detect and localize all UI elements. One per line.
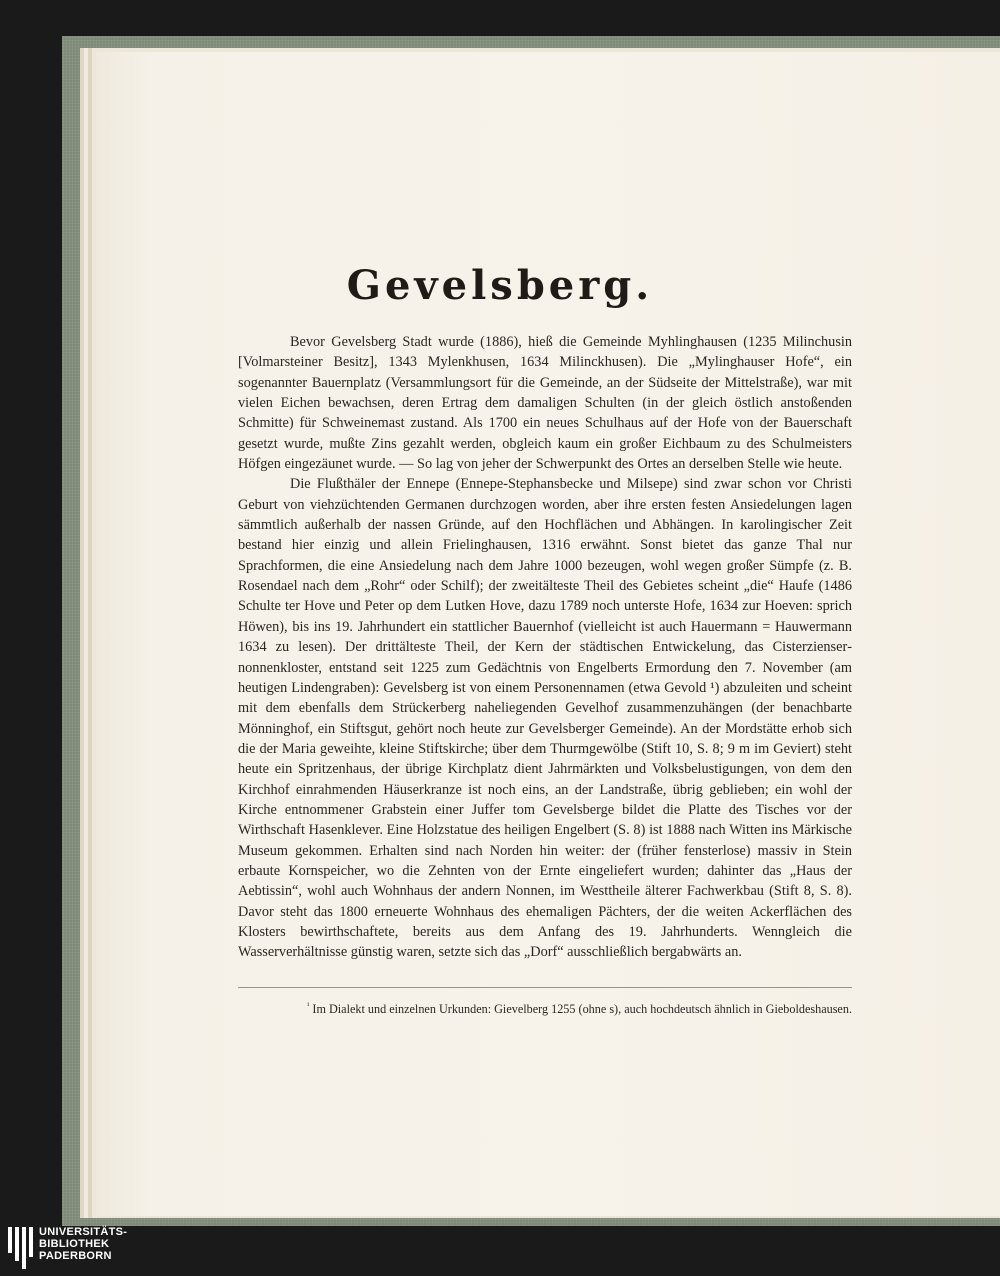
- paragraph-2: Die Flußthäler der Ennepe (Ennepe-Stephansbecke und Milsepe) sind zwar schon vor Christi Geburt von viehzüchtenden Germanen durchzogen worden, aber ihre ersten festen Ansiedelungen lagen sämmtlich außerhalb der nassen Gründe, auf den Hochflächen und Abhängen. In karolingischer Zeit bestand hier einzig und allein Frielinghausen, 1316 erwähnt. Sonst bietet das ganze Thal nur Sprachformen, die eine Ansiedelung nach dem Jahre 1000 bezeugen, wohl wegen großer Sümpfe (z. B. Rosendael nach dem „Rohr“ oder Schilf); der zweitälteste Theil des Gebietes scheint „die“ Haufe (1486 Schulte ter Hove und Peter op dem Lutken Hove, dazu 1789 noch unterste Hofe, 1634 zur Hoeven: sprich Höwen), bis ins 19. Jahrhundert ein stattlicher Bauernhof (vielleicht ist auch Hauermann = Hauwermann 1634 zu lesen). Der drittälteste Theil, der Kern der städtischen Entwickelung, das Cisterziensernonnenkloster, entstand seit 1225 zum Gedächtnis von Engelberts Ermordung den 7. November (am heutigen Lindengraben): Gevelsberg ist von einem Personennamen (etwa Gevold ¹) abzuleiten und scheint mit dem ebenfalls dem Strückerberg naheliegenden Gevelhof zusammenzuhängen (der benachbarte Mönninghof, ein Stiftsgut, gehört noch heute zur Gevelsberger Gemeinde). An der Mordstätte erhob sich die der Maria geweihte, kleine Stiftskirche; über dem Thurmgewölbe (Stift 10, S. 8; 9 m im Geviert) steht heute ein Spritzenhaus, der übrige Kirchplatz dient Jahrmärkten und Volksbelustigungen, von dem den Kirchhof einrahmenden Häuserkranze ist noch eins, an der Landstraße, übrig geblieben; ein wohl der Kirche entnommener Grabstein einer Juffer tom Gevelsberge bildet die Platte des Tisches vor der Wirthschaft Hasenklever. Eine Holzstatue des heiligen Engelbert (S. 8) ist 1888 nach Witten ins Märkische Museum gekommen. Erhalten sind nach Norden hin weiter: der (früher fensterlose) massiv in Stein erbaute Kornspeicher, wo die Zehnten von der Ernte eingeliefert wurden; dahinter das „Haus der Aebtissin“, wohl auch Wohnhaus der andern Nonnen, im Westtheile älterer Fachwerkbau (Stift 8, S. 8). Davor steht das 1800 erneuerte Wohnhaus des ehemaligen Pächters, der die weiten Ackerflächen des Klosters bewirthschaftete, bereits aus dem Anfang des 19. Jahrhunderts. Wenngleich die Wasserverhältnisse günstig waren, setzte sich das „Dorf“ ausschließlich bergabwärts an.: [238, 476, 852, 961]
- logo-line: BIBLIOTHEK: [39, 1238, 110, 1250]
- page-title: Gevelsberg.: [346, 262, 654, 309]
- paragraph-1: Bevor Gevelsberg Stadt wurde (1886), hieß die Gemeinde Myhlinghausen (1235 Milinchusin [Volmarsteiner Besitz], 1343 Mylenkhusen, 1634 Milinckhusen). Die „Mylinghauser Hofe“, ein sogenannter Bauernplatz (Versammlungsort für die Gemeinde, an der Südseite der Mittelstraße), war mit vielen Eichen bewachsen, deren Ertrag dem damaligen Schulten (in der gleich östlich anstoßenden Schmitte) für Schweinemast zustand. Als 1700 ein neues Schulhaus auf der Hofe von der Bauerschaft gesetzt wurde, mußte Zins gezahlt werden, obgleich kaum ein großer Eichbaum zu des Schulmeisters Höfgen eingezäunet wurde. — So lag von jeher der Schwerpunkt des Ortes an derselben Stelle wie heute.: [238, 334, 852, 473]
- body-text: [238, 332, 852, 963]
- library-logo: [8, 1226, 127, 1272]
- logo-line: UNIVERSITÄTS-: [39, 1226, 128, 1238]
- logo-bars-icon: [8, 1227, 33, 1269]
- logo-text: [39, 1226, 127, 1262]
- footnote-text: Im Dialekt und einzelnen Urkunden: Gievelberg 1255 (ohne s), auch hochdeutsch ähnlich in Gieboldeshausen.: [312, 1002, 852, 1017]
- footnote-marker: ¹: [306, 1001, 310, 1010]
- footnote: [238, 998, 852, 1017]
- footnote-divider: [238, 987, 852, 988]
- logo-line: PADERBORN: [39, 1250, 112, 1262]
